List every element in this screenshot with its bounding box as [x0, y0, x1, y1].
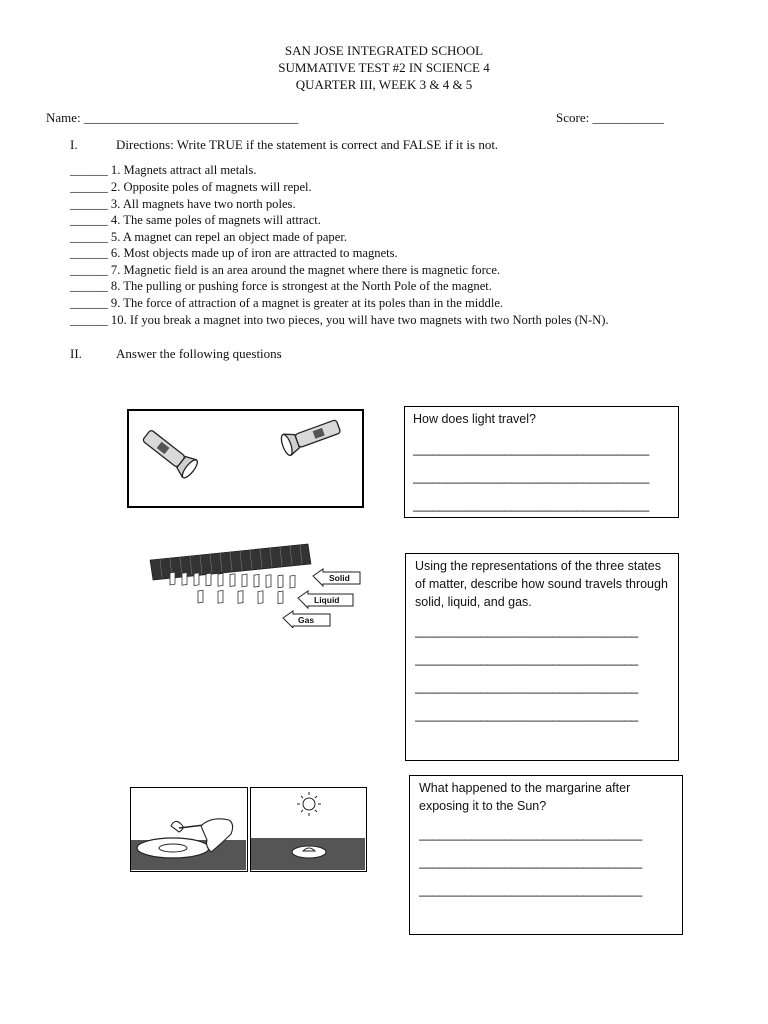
- score-row: [556, 110, 664, 126]
- answer-line[interactable]: __________________________________: [419, 855, 642, 869]
- name-label: Name:: [46, 110, 81, 125]
- question-item-6[interactable]: ______ 6. Most objects made up of iron are attracted to magnets.: [70, 246, 398, 260]
- answer-line[interactable]: __________________________________: [415, 680, 638, 694]
- question-item-3[interactable]: ______ 3. All magnets have two north poles.: [70, 197, 296, 211]
- part1-numeral: I.: [70, 137, 78, 152]
- question-item-8[interactable]: ______ 8. The pulling or pushing force is strongest at the North Pole of the magnet.: [70, 279, 492, 293]
- question-text-light: How does light travel?: [413, 412, 536, 426]
- flashlight-drawing: [129, 411, 362, 506]
- name-row: [46, 110, 298, 126]
- answer-line[interactable]: __________________________________: [415, 624, 638, 638]
- margarine-after-panel: [250, 787, 367, 872]
- test-title: SUMMATIVE TEST #2 IN SCIENCE 4: [278, 60, 490, 75]
- question-item-7[interactable]: ______ 7. Magnetic field is an area around the magnet where there is magnetic force.: [70, 263, 501, 277]
- sound-particles-drawing: [148, 538, 363, 628]
- label-solid: Solid: [329, 573, 350, 583]
- answer-line[interactable]: ____________________________________: [413, 470, 649, 484]
- sun-plate-drawing: [251, 788, 365, 870]
- answer-line[interactable]: __________________________________: [415, 652, 638, 666]
- question-item-4[interactable]: ______ 4. The same poles of magnets will attract.: [70, 213, 321, 227]
- question-box-light: [404, 406, 679, 518]
- question-item-1[interactable]: ______ 1. Magnets attract all metals.: [70, 163, 257, 177]
- hand-spoon-drawing: [131, 788, 246, 870]
- question-item-5[interactable]: ______ 5. A magnet can repel an object made of paper.: [70, 230, 347, 244]
- answer-line[interactable]: __________________________________: [415, 708, 638, 722]
- score-field[interactable]: ___________: [592, 110, 664, 125]
- question-box-sound: [405, 553, 679, 761]
- label-liquid: Liquid: [314, 595, 340, 605]
- margarine-before-panel: [130, 787, 248, 872]
- part2-numeral: II.: [70, 346, 82, 361]
- question-item-9[interactable]: ______ 9. The force of attraction of a magnet is greater at its poles than in the middle.: [70, 296, 504, 310]
- flashlights-figure: [127, 409, 364, 508]
- question-box-margarine: [409, 775, 683, 935]
- question-item-10[interactable]: ______ 10. If you break a magnet into two pieces, you will have two magnets with two North poles (N-N).: [70, 313, 609, 327]
- question-text-sound: Using the representations of the three states of matter, describe how sound travels through solid, liquid, and gas.: [415, 559, 668, 609]
- school-name: SAN JOSE INTEGRATED SCHOOL: [284, 43, 484, 58]
- score-label: Score:: [556, 110, 590, 125]
- question-text-margarine: What happened to the margarine after exposing it to the Sun?: [419, 781, 631, 813]
- quarter-title: QUARTER III, WEEK 3 & 4 & 5: [295, 77, 473, 92]
- question-item-2[interactable]: ______ 2. Opposite poles of magnets will repel.: [70, 180, 312, 194]
- answer-line[interactable]: __________________________________: [419, 883, 642, 897]
- name-field[interactable]: _________________________________: [83, 110, 299, 125]
- answer-line[interactable]: ____________________________________: [413, 442, 649, 456]
- part1-directions: Directions: Write TRUE if the statement is correct and FALSE if it is not.: [116, 137, 499, 152]
- answer-line[interactable]: __________________________________: [419, 827, 642, 841]
- label-gas: Gas: [298, 615, 315, 625]
- part2-instruction: Answer the following questions: [116, 346, 282, 361]
- answer-line[interactable]: ____________________________________: [413, 498, 649, 512]
- states-of-matter-figure: [148, 538, 363, 628]
